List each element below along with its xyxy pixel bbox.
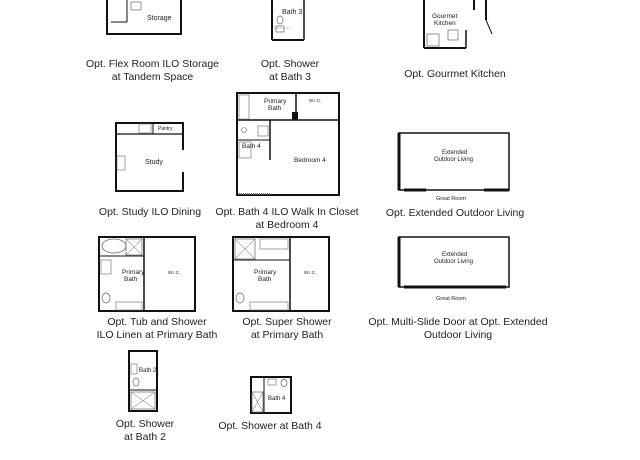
room-label-primary-bath: Bath xyxy=(268,105,282,112)
caption-shower-bath4: Opt. Shower at Bath 4 xyxy=(218,420,322,432)
room-label-wic: W.I.C. xyxy=(304,270,317,275)
room-label-pantry: Pantry xyxy=(158,126,173,132)
room-label-primary: Primary xyxy=(122,269,145,276)
room-label-outdoor-living: Outdoor Living xyxy=(434,157,474,163)
plan-shower-bath4 xyxy=(248,374,294,416)
caption-super-shower: Opt. Super Shower at Primary Bath xyxy=(242,316,332,341)
room-label-kitchen: Kitchen xyxy=(434,20,456,27)
plan-shower-bath3 xyxy=(270,0,310,44)
room-label-primary-bath: Bath xyxy=(258,276,272,283)
plan-super-shower xyxy=(230,234,334,314)
caption-extended-outdoor: Opt. Extended Outdoor Living xyxy=(385,207,525,219)
plan-tub-shower xyxy=(96,234,200,314)
plan-study xyxy=(113,120,188,196)
caption-shower-bath3: Opt. Shower at Bath 3 xyxy=(260,58,320,83)
room-label-wic: W.I.C. xyxy=(309,98,322,103)
room-label-bedroom4: Bedroom 4 xyxy=(294,157,326,164)
room-label-storage: Storage xyxy=(147,15,172,22)
caption-gourmet-kitchen: Opt. Gourmet Kitchen xyxy=(404,68,506,80)
room-label-bath2: Bath 2 xyxy=(139,368,157,374)
caption-multi-slide: Opt. Multi-Slide Door at Opt. Extended Outdoor Living xyxy=(368,316,548,341)
room-label-bath3: Bath 3 xyxy=(282,9,303,16)
caption-tub-shower: Opt. Tub and Shower ILO Linen at Primary Bath xyxy=(96,316,218,341)
room-label-bath4: Bath 4 xyxy=(242,143,261,150)
caption-study: Opt. Study ILO Dining xyxy=(98,206,202,218)
room-label-great-room: Great Room xyxy=(436,296,466,302)
room-label-bath4: Bath 4 xyxy=(268,396,286,402)
room-label-primary-bath: Bath xyxy=(124,276,138,283)
room-label-gourmet: Gourmet xyxy=(432,13,458,20)
plan-multi-slide xyxy=(396,234,516,308)
room-label-great-room: Great Room xyxy=(436,196,466,202)
caption-bath4-wic: Opt. Bath 4 ILO Walk In Closet at Bedroom 4 xyxy=(215,206,359,231)
room-label-primary: Primary xyxy=(264,98,287,105)
plan-bath4-wic xyxy=(234,90,346,200)
plan-gourmet-kitchen xyxy=(422,0,494,52)
plan-shower-bath2 xyxy=(126,348,162,414)
room-label-extended: Extended xyxy=(442,252,468,258)
plan-flex-room-storage xyxy=(105,0,185,40)
room-label-outdoor-living: Outdoor Living xyxy=(434,259,474,265)
room-label-primary: Primary xyxy=(254,269,277,276)
room-label-wic: W.I.C. xyxy=(168,270,181,275)
room-label-extended: Extended xyxy=(442,150,468,156)
caption-flex-room: Opt. Flex Room ILO Storage at Tandem Space xyxy=(85,58,220,83)
caption-shower-bath2: Opt. Shower at Bath 2 xyxy=(115,418,175,443)
room-label-study: Study xyxy=(145,159,163,166)
plan-extended-outdoor xyxy=(396,130,516,204)
